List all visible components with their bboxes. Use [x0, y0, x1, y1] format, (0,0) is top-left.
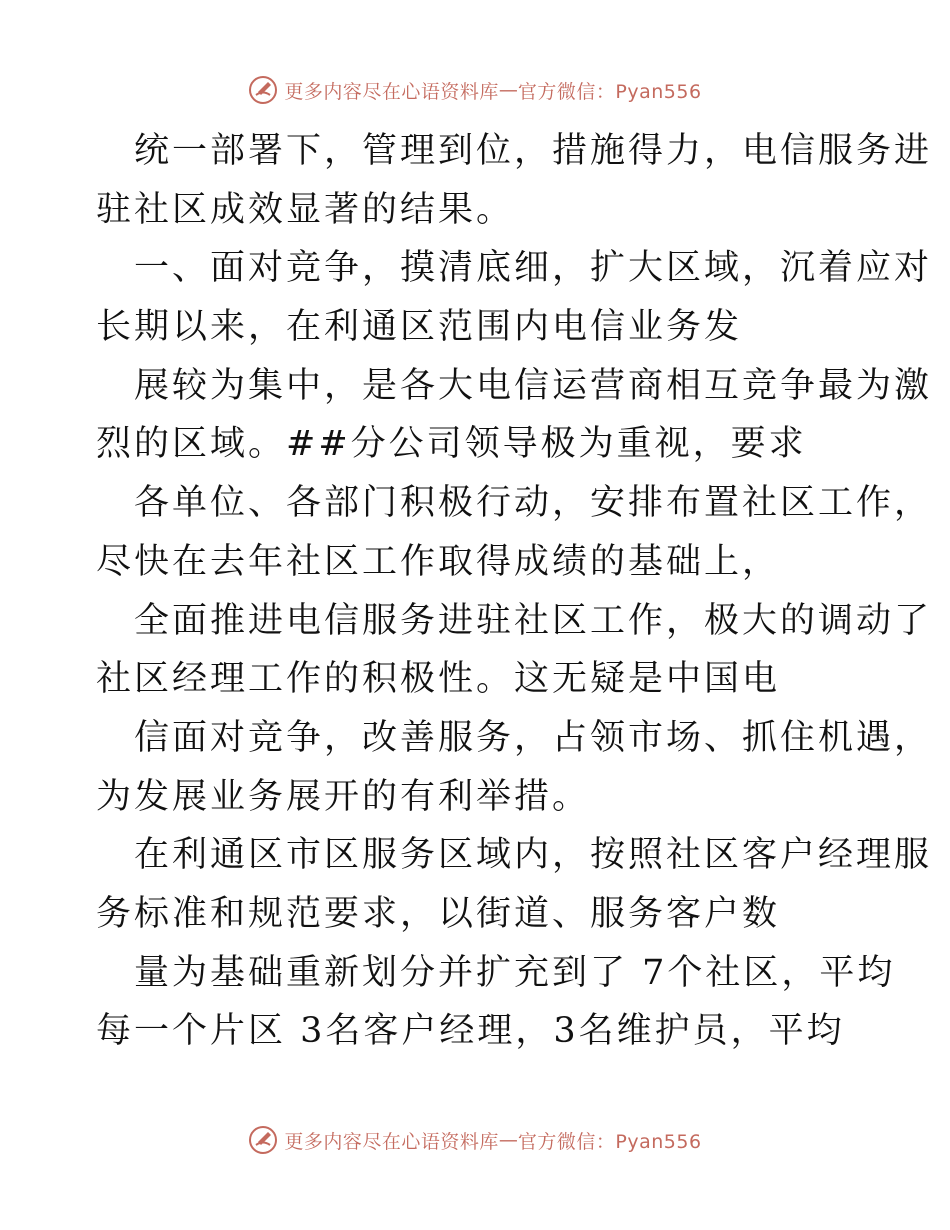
body-line: 各单位、各部门积极行动，安排布置社区工作， [134, 483, 933, 524]
footer-banner [0, 1123, 950, 1157]
body-line: 信面对竞争，改善服务，占领市场、抓住机遇， [134, 717, 933, 758]
body-line: 在利通区市区服务区域内，按照社区客户经理服 [134, 835, 933, 876]
body-line: 量为基础重新划分并扩充到了 7个社区，平均 [134, 952, 896, 993]
body-line: 驻社区成效显著的结果。 [96, 189, 515, 230]
banner-text: 更多内容尽在心语资料库 [284, 80, 499, 103]
body-line: 烈的区域。##分公司领导极为重视，要求 [96, 424, 807, 465]
banner-text: 更多内容尽在心语资料库 [284, 1130, 499, 1153]
document-body [96, 122, 933, 1061]
body-line: 尽快在去年社区工作取得成绩的基础上， [96, 541, 781, 582]
body-line: 每一个片区 3名客户经理，3名维护员，平均 [96, 1011, 845, 1052]
body-line: 展较为集中，是各大电信运营商相互竞争最为激 [134, 365, 933, 406]
banner-contact: 官方微信：Pyan556 [517, 80, 702, 103]
body-line: 为发展业务展开的有利举措。 [96, 776, 591, 817]
header-banner [0, 73, 950, 107]
book-pen-icon [248, 1125, 278, 1155]
body-line: 全面推进电信服务进驻社区工作，极大的调动了 [134, 600, 933, 641]
banner-separator: — [498, 79, 518, 101]
banner-separator: — [498, 1129, 518, 1151]
body-line: 一、面对竞争，摸清底细，扩大区域，沉着应对 [134, 248, 933, 289]
book-pen-icon [248, 75, 278, 105]
body-line: 社区经理工作的积极性。这无疑是中国电 [96, 659, 781, 700]
body-line: 长期以来，在利通区范围内电信业务发 [96, 307, 743, 348]
body-line: 统一部署下，管理到位，措施得力，电信服务进 [134, 131, 933, 171]
body-line: 务标准和规范要求，以街道、服务客户数 [96, 893, 781, 934]
banner-contact: 官方微信：Pyan556 [517, 1130, 702, 1153]
